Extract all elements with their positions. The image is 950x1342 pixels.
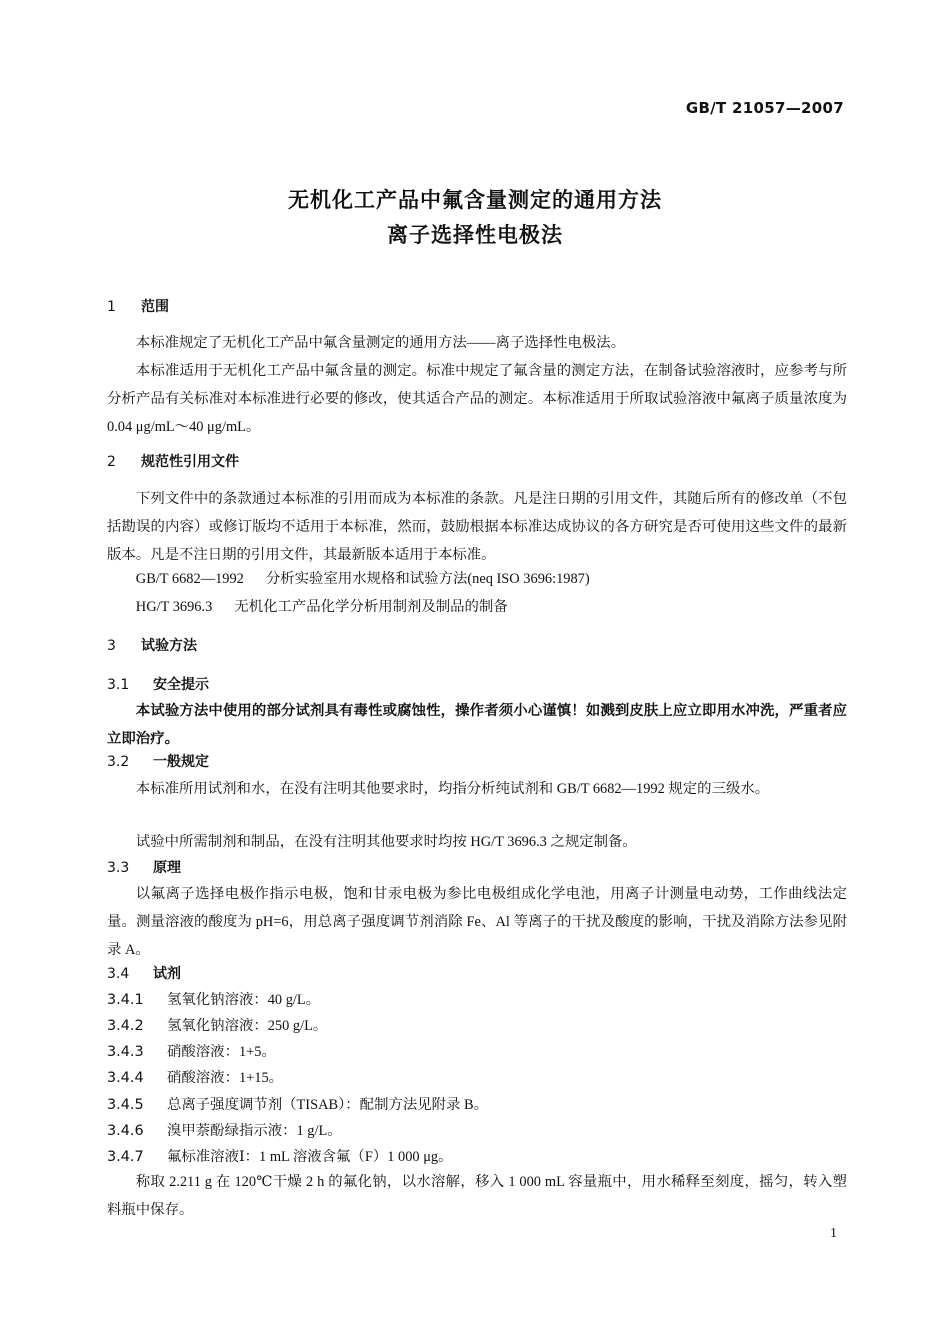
- reference-title: 分析实验室用水规格和试验方法(neq ISO 3696:1987): [265, 571, 590, 587]
- subsection-3-1-heading: [107, 675, 847, 695]
- paragraph: 以氟离子选择电极作指示电极，饱和甘汞电极为参比电极组成化学电池，用离子计测量电动势，工作曲线法定量。测量溶液的酸度为 pH=6，用总离子强度调节剂消除 Fe、Al 等离子的干扰及酸度的影响，干扰及消除方法参见附录 A。: [107, 886, 847, 958]
- reference-title: 无机化工产品化学分析用制剂及制品的制备: [234, 599, 508, 615]
- normative-reference: [107, 593, 876, 621]
- paragraph: 本标准适用于无机化工产品中氟含量的测定。标准中规定了氟含量的测定方法，在制备试验溶液时，应参考与所分析产品有关标准对本标准进行必要的修改，使其适合产品的测定。本标准适用于所取试验溶液中氟离子质量浓度为 0.04 μg/mL～40 μg/mL。: [107, 363, 847, 435]
- section-title: 范围: [141, 299, 169, 315]
- paragraph: 试验中所需制剂和制品，在没有注明其他要求时均按 HG/T 3696.3 之规定制备。: [135, 834, 637, 850]
- reagent-item: [107, 1039, 847, 1065]
- reagent-number: 3.4.7: [107, 1149, 144, 1165]
- reagent-item: [107, 1013, 847, 1039]
- standard-code: GB/T 21057—2007: [685, 99, 844, 117]
- section-3-heading: [107, 636, 847, 656]
- reagent-item: [107, 1118, 847, 1144]
- subsection-3-4-heading: [107, 964, 847, 984]
- reagent-item: [107, 1144, 847, 1170]
- subsection-number: 3.1: [107, 677, 130, 693]
- reagent-text: 硝酸溶液：1+5。: [167, 1044, 276, 1060]
- reagent-number: 3.4.3: [107, 1044, 144, 1060]
- section-number: 3: [107, 638, 116, 654]
- subsection-title: 原理: [153, 860, 181, 876]
- document-subtitle: 离子选择性电极法: [387, 223, 563, 247]
- reagent-number: 3.4.1: [107, 992, 144, 1008]
- reagent-text: 总离子强度调节剂（TISAB）：配制方法见附录 B。: [167, 1097, 488, 1113]
- reagent-text: 氢氧化钠溶液：250 g/L。: [167, 1018, 328, 1034]
- reagent-text: 氢氧化钠溶液：40 g/L。: [167, 992, 321, 1008]
- section-number: 2: [107, 454, 116, 470]
- section-1-heading: [107, 297, 847, 317]
- subsection-title: 试剂: [153, 966, 181, 982]
- reagent-item: [107, 987, 847, 1013]
- section-title: 规范性引用文件: [141, 454, 239, 470]
- paragraph: 下列文件中的条款通过本标准的引用而成为本标准的条款。凡是注日期的引用文件，其随后所有的修改单（不包括勘误的内容）或修订版均不适用于本标准，然而，鼓励根据本标准达成协议的各方研究是否可使用这些文件的最新版本。凡是不注日期的引用文件，其最新版本适用于本标准。: [107, 491, 847, 563]
- safety-warning: 本试验方法中使用的部分试剂具有毒性或腐蚀性，操作者须小心谨慎！如溅到皮肤上应立即用水冲洗，严重者应立即治疗。: [107, 703, 847, 747]
- subsection-number: 3.3: [107, 860, 130, 876]
- section-title: 试验方法: [141, 638, 197, 654]
- page-number: 1: [830, 1226, 837, 1241]
- reference-code: GB/T 6682—1992: [135, 571, 244, 587]
- paragraph: 称取 2.211 g 在 120℃干燥 2 h 的氟化钠，以水溶解，移入 1 000 mL 容量瓶中，用水稀释至刻度，摇匀，转入塑料瓶中保存。: [107, 1174, 847, 1218]
- paragraph: 本标准规定了无机化工产品中氟含量测定的通用方法——离子选择性电极法。: [135, 335, 626, 351]
- subsection-number: 3.4: [107, 966, 130, 982]
- reagent-text: 氟标准溶液Ⅰ：1 mL 溶液含氟（F）1 000 μg。: [167, 1149, 453, 1165]
- subsection-3-3-heading: [107, 858, 847, 878]
- document-title: 无机化工产品中氟含量测定的通用方法: [288, 188, 662, 212]
- subsection-title: 安全提示: [153, 677, 209, 693]
- subsection-3-2-heading: [107, 752, 847, 772]
- normative-reference: [107, 565, 876, 593]
- reagent-number: 3.4.6: [107, 1123, 144, 1139]
- section-number: 1: [107, 299, 116, 315]
- reagent-text: 硝酸溶液：1+15。: [167, 1070, 284, 1086]
- paragraph: 本标准所用试剂和水，在没有注明其他要求时，均指分析纯试剂和 GB/T 6682—1992 规定的三级水。: [135, 781, 770, 797]
- reagent-number: 3.4.5: [107, 1097, 144, 1113]
- section-2-heading: [107, 452, 847, 472]
- reagent-text: 溴甲萘酚绿指示液：1 g/L。: [167, 1123, 342, 1139]
- reference-code: HG/T 3696.3: [135, 599, 213, 615]
- reagent-item: [107, 1092, 847, 1118]
- subsection-number: 3.2: [107, 754, 130, 770]
- reagent-number: 3.4.2: [107, 1018, 144, 1034]
- reagent-number: 3.4.4: [107, 1070, 144, 1086]
- reagent-item: [107, 1065, 847, 1091]
- subsection-title: 一般规定: [153, 754, 209, 770]
